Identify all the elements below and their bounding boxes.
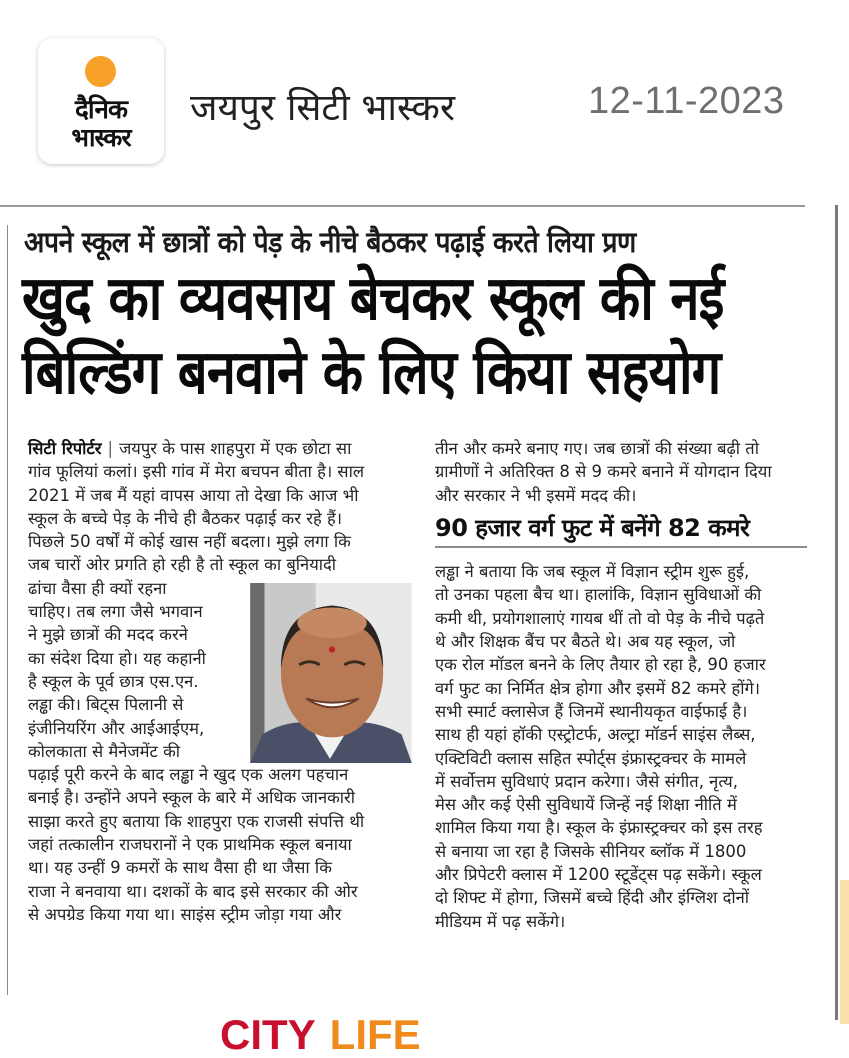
publication-title: जयपुर सिटी भास्कर [190, 86, 455, 129]
body-line: सभी स्मार्ट क्लासेज हैं जिनमें स्थानीयकृत वाईफाई है। [435, 701, 748, 721]
body-line: स्कूल के बच्चे पेड़ के नीचे ही बैठकर पढ़ाई कर रहे हैं। [28, 508, 342, 528]
body-line: और सरकार ने भी इसमें मदद की। [435, 485, 637, 505]
body-line: ने मुझे छात्रों की मदद करने [28, 625, 188, 645]
left-border-divider [7, 225, 8, 995]
lead-line [28, 437, 413, 460]
article-headline [22, 262, 779, 410]
headline-line: खुद का व्यवसाय बेचकर स्कूल की नई [22, 263, 724, 334]
body-line: ढांचा वैसा ही क्यों रहना [28, 578, 167, 598]
publication-date: 12-11-2023 [588, 80, 785, 122]
body-line: है स्कूल के पूर्व छात्र एस.एन. [28, 671, 199, 691]
body-line: कमी थी, प्रयोगशालाएं गायब थीं तो वो पेड़ के नीचे पढ़ते [435, 608, 765, 628]
body-line: मीडियम में पढ़ सकेंगे। [435, 911, 566, 931]
sun-logo-icon [85, 56, 116, 87]
body-line: वर्ग फुट का निर्मित क्षेत्र होगा और इसमें 82 कमरे होंगे। [435, 678, 761, 698]
body-line: साथ ही यहां हॉकी एस्ट्रोटर्फ, अल्ट्रा मॉडर्न साइंस लैब्स, [435, 725, 756, 745]
body-line: का संदेश दिया हो। यह कहानी [28, 648, 206, 668]
edge-color-strip [840, 880, 849, 1024]
body-line: पढ़ाई पूरी करने के बाद लड्ढा ने खुद एक अलग पहचान [28, 765, 349, 785]
body-line: पिछले 50 वर्षों में कोई खास नहीं बदला। मुझे लगा कि [28, 532, 351, 552]
body-line: मेस और कई ऐसी सुविधायें जिन्हें नई शिक्षा नीति में [435, 795, 737, 815]
dainik-bhaskar-logo [38, 38, 164, 164]
article-subheading: 90 हजार वर्ग फुट में बनेंगे 82 कमरे [435, 513, 750, 542]
body-line: जब चारों ओर प्रगति हो रही है तो स्कूल का बुनियादी [28, 555, 337, 575]
headline-line: बिल्डिंग बनवाने के लिए किया सहयोग [22, 337, 721, 408]
body-line: लड्ढा ने बताया कि जब स्कूल में विज्ञान स्ट्रीम शुरू हुई, [435, 562, 750, 582]
body-line: बनाई है। उन्होंने अपने स्कूल के बारे में अधिक जानकारी [28, 788, 356, 808]
body-line: में सर्वोत्तम सुविधाएं प्रदान करेगा। जैसे संगीत, नृत्य, [435, 771, 738, 791]
body-line: एक रोल मॉडल बनने के लिए तैयार हो रहा है, 90 हजार [435, 655, 766, 675]
subheading-rule [435, 546, 807, 548]
body-line: लड्ढा की। बिट्स पिलानी से [28, 695, 184, 715]
body-line: थे और शिक्षक बैंच पर बैठते थे। अब यह स्कूल, जो [435, 632, 736, 652]
body-line: शामिल किया गया है। स्कूल के इंफ्रास्ट्रक्चर को इस तरह [435, 818, 763, 838]
body-line: कोलकाता से मैनेजमेंट की [28, 741, 181, 761]
body-line: एक्टिविटी क्लास सहित स्पोर्ट्स इंफ्रास्ट्रक्चर के मामले [435, 748, 747, 768]
lead-text: जयपुर के पास शाहपुरा में एक छोटा सा [119, 439, 352, 458]
article-column-left [28, 437, 413, 926]
body-line: तीन और कमरे बनाए गए। जब छात्रों की संख्या बढ़ी तो [435, 439, 759, 458]
body-line: गांव फूलियां कलां। इसी गांव में मेरा बचपन बीता है। साल [28, 462, 365, 482]
logo-text-line1: दैनिक [75, 95, 127, 125]
top-rule-divider [0, 205, 805, 207]
body-line: चाहिए। तब लगा जैसे भगवान [28, 602, 203, 622]
body-line: से बनाया जा रहा है जिसके सीनियर ब्लॉक में 1800 [435, 841, 747, 861]
body-line: जहां तत्कालीन राजघरानों ने एक प्राथमिक स्कूल बनाया [28, 835, 352, 855]
logo-text-line2: भास्कर [71, 123, 131, 152]
body-line: तो उनका पहला बैच था। हालांकि, विज्ञान सुविधाओं की [435, 585, 762, 605]
body-line: ग्रामीणों ने अतिरिक्त 8 से 9 कमरे बनाने में योगदान दिया [435, 462, 772, 482]
article-column-right [435, 437, 825, 933]
body-line: राजा ने बनवाया था। दशकों के बाद इसे सरकार की ओर [28, 881, 358, 901]
right-border-divider [835, 205, 838, 1020]
city-life-part1: CITY [220, 1011, 316, 1058]
body-line: दो शिफ्ट में होगा, जिसमें बच्चे हिंदी और इंग्लिश दोनों [435, 888, 750, 908]
byline: सिटी रिपोर्टर [28, 439, 102, 458]
body-line: और प्रिपेटरी क्लास में 1200 स्टूडेंट्स पढ़ सकेंगे। स्कूल [435, 865, 762, 885]
body-line: साझा करते हुए बताया कि शाहपुरा एक राजसी संपत्ति थी [28, 811, 365, 831]
byline-separator: | [107, 439, 114, 458]
city-life-section-logo [220, 1011, 421, 1058]
body-line: इंजीनियरिंग और आईआईएम, [28, 718, 205, 738]
body-line: 2021 में जब मैं यहां वापस आया तो देखा कि आज भी [28, 485, 359, 505]
article-kicker: अपने स्कूल में छात्रों को पेड़ के नीचे बैठकर पढ़ाई करते लिया प्रण [24, 225, 636, 259]
body-line: था। यह उन्हीं 9 कमरों के साथ वैसा ही था जैसा कि [28, 858, 332, 878]
city-life-part2: LIFE [329, 1011, 421, 1058]
body-line: से अपग्रेड किया गया था। साइंस स्ट्रीम जोड़ा गया और [28, 904, 342, 924]
